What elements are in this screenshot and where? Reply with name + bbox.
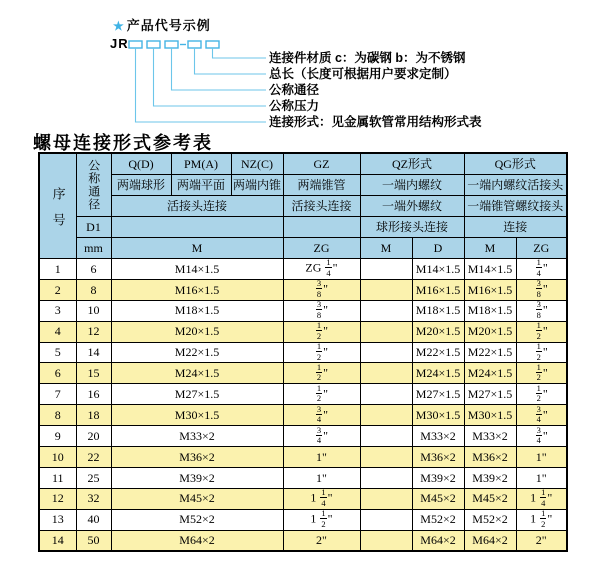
cell-gz: $\frac{3}{4}$ " <box>283 426 360 447</box>
fraction: $\frac{3}{4}$ <box>316 425 322 446</box>
cell-gz: 1" <box>283 447 360 468</box>
cell-qg_m: M45×2 <box>464 488 516 509</box>
header-qg-sub2: 一端锥管螺纹接头 <box>464 196 567 217</box>
fraction: $\frac{1}{2}$ <box>536 383 541 404</box>
cell-qg_m: M30×1.5 <box>464 405 516 426</box>
cell-qg_zg: 1 $\frac{1}{2}$ " <box>516 509 567 530</box>
fraction: $\frac{1}{2}$ <box>536 362 541 383</box>
cell-seq: 4 <box>39 321 76 342</box>
table-row <box>39 300 567 321</box>
fraction: $\frac{3}{8}$ <box>536 279 541 299</box>
header-seq <box>39 153 76 259</box>
cell-m: M27×1.5 <box>111 384 283 405</box>
cell-qg_zg: 1 $\frac{1}{4}$ " <box>516 488 567 509</box>
cell-qg_zg: $\frac{1}{2}$ " <box>516 321 567 342</box>
cell-gz: $\frac{1}{2}$ " <box>283 342 360 363</box>
cell-qz_m <box>360 447 412 468</box>
callout-line-pressure <box>154 48 267 106</box>
cell-m: M20×1.5 <box>111 321 283 342</box>
fraction: $\frac{1}{4}$ <box>321 488 326 508</box>
cell-qg_m: M24×1.5 <box>464 363 516 384</box>
cell-qg_zg: $\frac{1}{2}$ " <box>516 363 567 384</box>
cell-qg_m: M33×2 <box>464 426 516 447</box>
cell-qg_m: M18×1.5 <box>464 300 516 321</box>
fraction: $\frac{1}{2}$ <box>321 509 326 529</box>
diagram-heading <box>113 15 211 34</box>
cell-qg_zg: $\frac{3}{8}$ " <box>516 279 567 300</box>
fraction: $\frac{3}{4}$ <box>316 404 322 425</box>
cell-m: M39×2 <box>111 467 283 488</box>
cell-gz: $\frac{1}{2}$ " <box>283 384 360 405</box>
cell-m: M14×1.5 <box>111 259 283 280</box>
cell-seq: 10 <box>39 447 76 468</box>
diagram-label-diameter: 公称通径 <box>269 83 320 97</box>
cell-qg_zg: 1" <box>516 467 567 488</box>
cell-seq: 2 <box>39 279 76 300</box>
cell-gz: 1" <box>283 467 360 488</box>
header-d1: D1 <box>76 217 111 238</box>
cell-dn: 25 <box>76 467 111 488</box>
cell-dn: 32 <box>76 488 111 509</box>
cell-qz_d: M24×1.5 <box>412 363 464 384</box>
cell-seq: 14 <box>39 530 76 551</box>
cell-qg_zg: $\frac{3}{8}$ " <box>516 300 567 321</box>
fraction: $\frac{3}{8}$ <box>536 300 541 320</box>
header-union-connection: 活接头连接 <box>111 196 283 217</box>
cell-qz_d: M20×1.5 <box>412 321 464 342</box>
cell-m: M33×2 <box>111 426 283 447</box>
fraction: $\frac{1}{2}$ <box>536 342 541 362</box>
cell-qz_d: M18×1.5 <box>412 300 464 321</box>
code-boxes <box>129 41 219 48</box>
header-mm: mm <box>76 238 111 259</box>
cell-qz_m <box>360 321 412 342</box>
header-qg-sub1: 一端内螺纹活接头 <box>464 175 567 196</box>
cell-qg_m: M22×1.5 <box>464 342 516 363</box>
diagram-label-material: 连接件材质 c：为碳钢 b：为不锈钢 <box>269 51 466 65</box>
cell-qg_m: M39×2 <box>464 467 516 488</box>
table-row <box>39 509 567 530</box>
cell-m: M30×1.5 <box>111 405 283 426</box>
cell-m: M24×1.5 <box>111 363 283 384</box>
table-row <box>39 259 567 280</box>
header-col-qd: Q(D) <box>111 153 171 175</box>
cell-dn: 40 <box>76 509 111 530</box>
cell-m: M64×2 <box>111 530 283 551</box>
table-row <box>39 488 567 509</box>
fraction: $\frac{1}{2}$ <box>316 383 322 404</box>
cell-qz_m <box>360 279 412 300</box>
cell-gz: $\frac{1}{2}$ " <box>283 321 360 342</box>
cell-qz_d: M30×1.5 <box>412 405 464 426</box>
cell-dn: 14 <box>76 342 111 363</box>
callout-line-length <box>195 48 267 74</box>
cell-gz: $\frac{3}{8}$ " <box>283 300 360 321</box>
header-gz-connection: 活接头连接 <box>283 196 360 217</box>
nut-connection-reference-table <box>38 152 568 552</box>
header-dn <box>76 153 111 217</box>
header-col-qg: QG形式 <box>464 153 567 175</box>
code-box-5 <box>206 41 219 48</box>
cell-seq: 3 <box>39 300 76 321</box>
cell-qz_d: M14×1.5 <box>412 259 464 280</box>
header-qz-sub1: 一端内螺纹 <box>360 175 464 196</box>
diagram-heading-text: 产品代号示例 <box>126 18 211 33</box>
diagram-label-connection: 连接形式：见金属软管常用结构形式表 <box>269 115 482 129</box>
table-body <box>39 259 567 552</box>
cell-dn: 10 <box>76 300 111 321</box>
code-box-3 <box>165 41 178 48</box>
cell-qz_d: M33×2 <box>412 426 464 447</box>
cell-dn: 15 <box>76 363 111 384</box>
cell-gz: ZG $\frac{1}{4}$ " <box>283 259 360 280</box>
header-qg-zg: ZG <box>516 238 567 259</box>
cell-qz_m <box>360 259 412 280</box>
code-box-4 <box>188 41 201 48</box>
table-header <box>39 153 567 259</box>
cell-qg_zg: $\frac{3}{4}$ " <box>516 426 567 447</box>
cell-seq: 8 <box>39 405 76 426</box>
table-row <box>39 342 567 363</box>
fraction: $\frac{1}{4}$ <box>541 488 546 508</box>
cell-qg_m: M14×1.5 <box>464 259 516 280</box>
cell-seq: 11 <box>39 467 76 488</box>
header-qz-sub2: 一端外螺纹 <box>360 196 464 217</box>
cell-seq: 6 <box>39 363 76 384</box>
callout-line-material <box>213 48 267 58</box>
fraction: $\frac{3}{4}$ <box>536 425 541 446</box>
cell-qz_d: M16×1.5 <box>412 279 464 300</box>
cell-m: M18×1.5 <box>111 300 283 321</box>
fraction: $\frac{1}{2}$ <box>316 342 322 362</box>
cell-qz_m <box>360 300 412 321</box>
header-col-pm: PM(A) <box>171 153 231 175</box>
callout-line-diameter <box>172 48 267 90</box>
cell-gz: $\frac{1}{2}$ " <box>283 363 360 384</box>
cell-dn: 8 <box>76 279 111 300</box>
cell-qz_d: M27×1.5 <box>412 384 464 405</box>
cell-qz_m <box>360 509 412 530</box>
header-col-nz: NZ(C) <box>231 153 283 175</box>
header-dn-text: 公称通径 <box>86 159 101 211</box>
product-code-prefix: JR <box>110 36 129 51</box>
header-blank-gz <box>283 217 360 238</box>
cell-qz_m <box>360 467 412 488</box>
cell-dn: 20 <box>76 426 111 447</box>
cell-qz_d: M52×2 <box>412 509 464 530</box>
header-blank-m <box>111 217 283 238</box>
table-row <box>39 384 567 405</box>
fraction: $\frac{1}{2}$ <box>316 362 322 383</box>
cell-m: M52×2 <box>111 509 283 530</box>
cell-qz_d: M36×2 <box>412 447 464 468</box>
table-row <box>39 405 567 426</box>
table-row <box>39 426 567 447</box>
cell-m: M45×2 <box>111 488 283 509</box>
cell-qz_d: M22×1.5 <box>412 342 464 363</box>
fraction: $\frac{1}{2}$ <box>541 509 546 529</box>
diagram-label-length: 总长（长度可根据用户要求定制） <box>269 67 457 81</box>
cell-dn: 12 <box>76 321 111 342</box>
cell-seq: 5 <box>39 342 76 363</box>
header-qd-sub: 两端球形 <box>111 175 171 196</box>
cell-qg_m: M64×2 <box>464 530 516 551</box>
header-gz-sub: 两端锥管 <box>283 175 360 196</box>
cell-m: M16×1.5 <box>111 279 283 300</box>
cell-gz: 2" <box>283 530 360 551</box>
cell-qg_zg: $\frac{3}{4}$ " <box>516 405 567 426</box>
header-seq-text: 序号 <box>50 186 66 239</box>
code-box-1 <box>129 41 142 48</box>
cell-qz_d: M45×2 <box>412 488 464 509</box>
cell-gz: $\frac{3}{8}$ " <box>283 279 360 300</box>
header-col-qz: QZ形式 <box>360 153 464 175</box>
code-box-2 <box>147 41 160 48</box>
cell-qz_m <box>360 363 412 384</box>
header-qz-connection: 球形接头连接 <box>360 217 464 238</box>
cell-seq: 7 <box>39 384 76 405</box>
header-qg-connection: 连接 <box>464 217 567 238</box>
fraction: $\frac{3}{8}$ <box>316 279 322 299</box>
cell-gz: 1 $\frac{1}{4}$ " <box>283 488 360 509</box>
diagram-label-pressure: 公称压力 <box>269 99 320 113</box>
cell-qz_m <box>360 426 412 447</box>
cell-qz_m <box>360 384 412 405</box>
cell-qz_m <box>360 342 412 363</box>
fraction: $\frac{1}{4}$ <box>536 258 541 278</box>
cell-seq: 1 <box>39 259 76 280</box>
cell-dn: 18 <box>76 405 111 426</box>
cell-qz_m <box>360 405 412 426</box>
cell-qz_d: M64×2 <box>412 530 464 551</box>
cell-m: M22×1.5 <box>111 342 283 363</box>
cell-qz_d: M39×2 <box>412 467 464 488</box>
table-row <box>39 363 567 384</box>
cell-qz_m <box>360 488 412 509</box>
table-row <box>39 530 567 551</box>
cell-qg_zg: $\frac{1}{2}$ " <box>516 342 567 363</box>
fraction: $\frac{1}{2}$ <box>536 321 541 341</box>
cell-dn: 16 <box>76 384 111 405</box>
fraction: $\frac{1}{2}$ <box>316 321 322 341</box>
table-row <box>39 447 567 468</box>
fraction: $\frac{3}{4}$ <box>536 404 541 425</box>
callout-lines <box>136 48 267 122</box>
cell-qg_zg: 1" <box>516 447 567 468</box>
header-nz-sub: 两端内锥 <box>231 175 283 196</box>
header-qz-d: D <box>412 238 464 259</box>
cell-qg_m: M52×2 <box>464 509 516 530</box>
header-m: M <box>111 238 283 259</box>
cell-m: M36×2 <box>111 447 283 468</box>
cell-dn: 50 <box>76 530 111 551</box>
header-pm-sub: 两端平面 <box>171 175 231 196</box>
header-col-gz: GZ <box>283 153 360 175</box>
cell-seq: 9 <box>39 426 76 447</box>
cell-qz_m <box>360 530 412 551</box>
table-row <box>39 467 567 488</box>
cell-qg_m: M16×1.5 <box>464 279 516 300</box>
cell-qg_zg: 2" <box>516 530 567 551</box>
cell-qg_zg: $\frac{1}{4}$ " <box>516 259 567 280</box>
cell-gz: $\frac{3}{4}$ " <box>283 405 360 426</box>
fraction: $\frac{3}{8}$ <box>316 300 322 320</box>
cell-gz: 1 $\frac{1}{2}$ " <box>283 509 360 530</box>
header-zg: ZG <box>283 238 360 259</box>
cell-seq: 13 <box>39 509 76 530</box>
cell-dn: 6 <box>76 259 111 280</box>
cell-qg_m: M36×2 <box>464 447 516 468</box>
cell-dn: 22 <box>76 447 111 468</box>
header-qg-m: M <box>464 238 516 259</box>
cell-qg_m: M20×1.5 <box>464 321 516 342</box>
table-row <box>39 321 567 342</box>
cell-seq: 12 <box>39 488 76 509</box>
callout-line-connection <box>136 48 267 122</box>
section-title: 螺母连接形式参考表 <box>33 133 213 153</box>
cell-qg_zg: $\frac{1}{2}$ " <box>516 384 567 405</box>
star-icon: ★ <box>113 19 125 33</box>
cell-qg_m: M27×1.5 <box>464 384 516 405</box>
header-qz-m: M <box>360 238 412 259</box>
table-row <box>39 279 567 300</box>
fraction: $\frac{1}{4}$ <box>326 258 331 278</box>
